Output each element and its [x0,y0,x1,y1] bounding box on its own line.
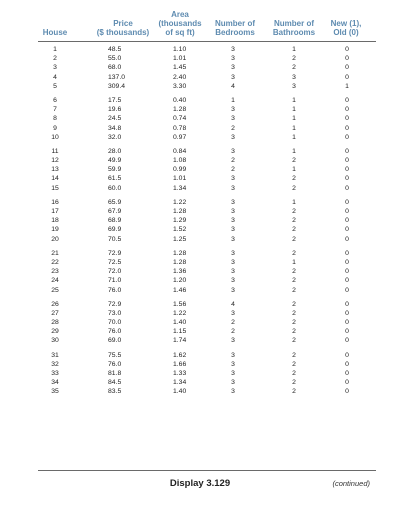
area-cell: 1.34 [173,379,187,387]
price-cell: 68.9 [108,217,122,225]
house-number-cell: 32 [51,360,59,368]
bathrooms-cell: 3 [292,82,296,90]
table-row [0,360,400,369]
house-number-cell: 24 [51,277,59,285]
house-number-cell: 27 [51,309,59,317]
bedrooms-cell: 3 [231,208,235,215]
area-cell: 1.10 [173,46,187,53]
new-old-cell: 0 [345,175,349,183]
bathrooms-cell: 2 [292,337,296,345]
header-bathrooms-line: Number of [274,19,314,28]
bedrooms-cell: 3 [231,286,235,294]
bedrooms-cell: 3 [231,64,235,72]
area-cell: 1.62 [173,351,187,359]
house-number-cell: 18 [51,217,59,225]
area-cell: 1.36 [173,268,187,276]
bedrooms-cell: 3 [231,337,235,345]
area-cell: 1.28 [173,106,187,114]
continued-note: (continued) [332,479,370,488]
table-row [0,45,400,54]
house-number-cell: 15 [51,184,59,192]
new-old-cell: 0 [345,226,349,234]
bathrooms-cell: 1 [292,133,296,141]
bathrooms-cell: 1 [292,258,296,266]
table-row [0,309,400,318]
price-cell: 28.0 [108,147,122,155]
area-cell: 1.22 [173,198,187,206]
house-number-cell: 19 [51,226,59,234]
bathrooms-cell: 3 [292,73,296,81]
bathrooms-cell: 2 [292,328,296,336]
price-cell: 67.9 [108,208,122,215]
bedrooms-cell: 3 [231,277,235,285]
table-row [0,82,400,91]
header-new-old [322,19,370,37]
bathrooms-cell: 2 [292,370,296,377]
bedrooms-cell: 3 [231,370,235,377]
new-old-cell: 0 [345,370,349,377]
bathrooms-cell: 2 [292,217,296,225]
area-cell: 1.40 [173,388,187,396]
header-area-line: of sq ft) [165,28,195,37]
table-row [0,267,400,276]
bedrooms-cell: 2 [231,157,235,165]
bathrooms-cell: 1 [292,147,296,155]
bedrooms-cell: 2 [231,328,235,336]
header-area-line: (thousands [158,19,202,28]
price-cell: 24.5 [108,115,122,123]
header-area [146,10,214,37]
area-cell: 1.34 [173,184,187,192]
bedrooms-cell: 3 [231,106,235,114]
price-cell: 83.5 [108,388,122,396]
house-number-cell: 23 [51,268,59,276]
house-number-cell: 28 [51,319,59,327]
table-row [0,156,400,165]
area-cell: 1.15 [173,328,187,336]
header-new-old-line: Old (0) [333,28,359,37]
table-row [0,63,400,72]
bathrooms-cell: 2 [292,249,296,257]
price-cell: 69.9 [108,226,122,234]
price-cell: 76.0 [108,360,122,368]
area-cell: 1.56 [173,300,187,308]
new-old-cell: 0 [345,166,349,174]
bedrooms-cell: 3 [231,258,235,266]
row-group [0,249,400,295]
house-number-cell: 14 [51,175,59,183]
new-old-cell: 0 [345,115,349,123]
area-cell: 1.25 [173,235,187,243]
house-number-cell: 30 [51,337,59,345]
new-old-cell: 0 [345,286,349,294]
table-row [0,387,400,396]
house-number-cell: 25 [51,286,59,294]
price-cell: 34.8 [108,124,122,132]
price-cell: 59.9 [108,166,122,174]
area-cell: 1.46 [173,286,187,294]
bathrooms-cell: 1 [292,115,296,123]
area-cell: 0.84 [173,147,187,155]
new-old-cell: 0 [345,64,349,72]
bathrooms-cell: 1 [292,166,296,174]
price-cell: 76.0 [108,286,122,294]
table-row [0,105,400,114]
bathrooms-cell: 2 [292,379,296,387]
new-old-cell: 0 [345,46,349,53]
price-cell: 73.0 [108,309,122,317]
bedrooms-cell: 3 [231,235,235,243]
bathrooms-cell: 2 [292,277,296,285]
bathrooms-cell: 1 [292,46,296,53]
house-number-cell: 4 [53,73,57,81]
area-cell: 1.66 [173,360,187,368]
bedrooms-cell: 3 [231,175,235,183]
area-cell: 2.40 [173,73,187,81]
price-cell: 49.9 [108,157,122,165]
new-old-cell: 0 [345,351,349,359]
table-row [0,174,400,183]
table-row [0,327,400,336]
bedrooms-cell: 3 [231,55,235,63]
house-number-cell: 13 [51,166,59,174]
table-row [0,276,400,285]
house-number-cell: 2 [53,55,57,63]
house-number-cell: 5 [53,82,57,90]
area-cell: 1.20 [173,277,187,285]
house-number-cell: 17 [51,208,59,215]
house-number-cell: 1 [53,46,57,53]
bedrooms-cell: 3 [231,46,235,53]
house-number-cell: 26 [51,300,59,308]
bathrooms-cell: 2 [292,175,296,183]
bathrooms-cell: 2 [292,360,296,368]
new-old-cell: 0 [345,73,349,81]
header-bathrooms-line: Bathrooms [272,28,316,37]
bedrooms-cell: 3 [231,184,235,192]
table-row [0,198,400,207]
price-cell: 70.0 [108,319,122,327]
new-old-cell: 0 [345,360,349,368]
table-row [0,184,400,193]
new-old-cell: 0 [345,319,349,327]
header-price [92,19,154,37]
bathrooms-cell: 2 [292,184,296,192]
bedrooms-cell: 1 [231,96,235,104]
row-group [0,45,400,91]
house-number-cell: 8 [53,115,57,123]
price-cell: 76.0 [108,328,122,336]
bedrooms-cell: 3 [231,226,235,234]
area-cell: 0.99 [173,166,187,174]
table-row [0,96,400,105]
price-cell: 72.0 [108,268,122,276]
new-old-cell: 0 [345,157,349,165]
house-number-cell: 22 [51,258,59,266]
row-group [0,198,400,244]
house-number-cell: 33 [51,370,59,377]
table-row [0,351,400,360]
table-header [0,3,400,41]
bedrooms-cell: 3 [231,309,235,317]
bathrooms-cell: 2 [292,300,296,308]
bathrooms-cell: 2 [292,319,296,327]
header-rule [38,41,376,42]
area-cell: 1.22 [173,309,187,317]
bedrooms-cell: 3 [231,351,235,359]
new-old-cell: 0 [345,96,349,104]
new-old-cell: 0 [345,258,349,266]
table-body [0,45,400,402]
house-number-cell: 20 [51,235,59,243]
table-row [0,258,400,267]
table-row [0,286,400,295]
bedrooms-cell: 2 [231,319,235,327]
area-cell: 1.28 [173,249,187,257]
table-row [0,165,400,174]
bedrooms-cell: 3 [231,198,235,206]
header-price-line: ($ thousands) [96,28,150,37]
area-cell: 1.33 [173,370,187,377]
bathrooms-cell: 2 [292,351,296,359]
new-old-cell: 0 [345,133,349,141]
house-number-cell: 9 [53,124,57,132]
area-cell: 0.78 [173,124,187,132]
bottom-rule [38,470,376,471]
new-old-cell: 0 [345,337,349,345]
house-number-cell: 16 [51,198,59,206]
area-cell: 0.74 [173,115,187,123]
bedrooms-cell: 3 [231,147,235,155]
house-number-cell: 35 [51,388,59,396]
bathrooms-cell: 1 [292,96,296,104]
house-number-cell: 10 [51,133,59,141]
header-area-line: Area [171,10,189,19]
new-old-cell: 0 [345,328,349,336]
bathrooms-cell: 2 [292,286,296,294]
header-price-line: Price [113,19,133,28]
bedrooms-cell: 4 [231,82,235,90]
new-old-cell: 0 [345,55,349,63]
house-number-cell: 12 [51,157,59,165]
new-old-cell: 0 [345,106,349,114]
price-cell: 19.6 [108,106,122,114]
new-old-cell: 0 [345,249,349,257]
bedrooms-cell: 3 [231,249,235,257]
new-old-cell: 0 [345,268,349,276]
area-cell: 1.01 [173,175,187,183]
header-house [40,28,70,37]
table-row [0,54,400,63]
house-number-cell: 31 [51,351,59,359]
area-cell: 1.45 [173,64,187,72]
price-cell: 61.5 [108,175,122,183]
new-old-cell: 1 [345,82,349,90]
area-cell: 1.08 [173,157,187,165]
price-cell: 71.0 [108,277,122,285]
area-cell: 3.30 [173,82,187,90]
new-old-cell: 0 [345,124,349,132]
price-cell: 55.0 [108,55,122,63]
header-new-old-line: New (1), [330,19,362,28]
price-cell: 84.5 [108,379,122,387]
display-caption: Display 3.129 [169,478,231,489]
house-number-cell: 34 [51,379,59,387]
new-old-cell: 0 [345,235,349,243]
bedrooms-cell: 2 [231,166,235,174]
new-old-cell: 0 [345,300,349,308]
table-row [0,336,400,345]
new-old-cell: 0 [345,198,349,206]
bedrooms-cell: 2 [231,124,235,132]
price-cell: 32.0 [108,133,122,141]
bedrooms-cell: 3 [231,115,235,123]
area-cell: 1.28 [173,258,187,266]
header-bathrooms [266,19,322,37]
header-bedrooms-line: Number of [215,19,255,28]
bathrooms-cell: 2 [292,64,296,72]
new-old-cell: 0 [345,208,349,215]
row-group [0,147,400,193]
table-row [0,114,400,123]
house-number-cell: 3 [53,64,57,72]
new-old-cell: 0 [345,379,349,387]
new-old-cell: 0 [345,277,349,285]
bathrooms-cell: 2 [292,55,296,63]
new-old-cell: 0 [345,147,349,155]
table-row [0,124,400,133]
bedrooms-cell: 3 [231,73,235,81]
new-old-cell: 0 [345,184,349,192]
price-cell: 60.0 [108,184,122,192]
row-group [0,300,400,346]
bathrooms-cell: 2 [292,208,296,215]
house-number-cell: 7 [53,106,57,114]
bedrooms-cell: 4 [231,300,235,308]
price-cell: 70.5 [108,235,122,243]
bathrooms-cell: 2 [292,235,296,243]
house-number-cell: 6 [53,96,57,104]
bedrooms-cell: 3 [231,217,235,225]
bathrooms-cell: 1 [292,124,296,132]
price-cell: 72.5 [108,258,122,266]
house-number-cell: 29 [51,328,59,336]
header-house-line: House [42,28,68,37]
table-row [0,300,400,309]
price-cell: 68.0 [108,64,122,72]
table-row [0,147,400,156]
table-row [0,133,400,142]
table-row [0,369,400,378]
area-cell: 1.74 [173,337,187,345]
house-number-cell: 21 [51,249,59,257]
price-cell: 48.5 [108,46,122,53]
bedrooms-cell: 3 [231,388,235,396]
bedrooms-cell: 3 [231,133,235,141]
new-old-cell: 0 [345,388,349,396]
area-cell: 1.01 [173,55,187,63]
table-row [0,249,400,258]
bathrooms-cell: 2 [292,157,296,165]
bathrooms-cell: 2 [292,388,296,396]
price-cell: 65.9 [108,198,122,206]
price-cell: 137.0 [108,73,126,81]
table-row [0,225,400,234]
table-row [0,216,400,225]
header-bedrooms [210,19,260,37]
table-row [0,73,400,82]
table-row [0,235,400,244]
price-cell: 72.9 [108,249,122,257]
price-cell: 69.0 [108,337,122,345]
area-cell: 1.52 [173,226,187,234]
area-cell: 0.97 [173,133,187,141]
bathrooms-cell: 2 [292,226,296,234]
price-cell: 309.4 [108,82,126,90]
table-row [0,378,400,387]
bathrooms-cell: 2 [292,268,296,276]
price-cell: 72.9 [108,300,122,308]
price-cell: 75.5 [108,351,122,359]
bathrooms-cell: 2 [292,309,296,317]
bedrooms-cell: 3 [231,379,235,387]
row-group [0,96,400,142]
house-number-cell: 11 [51,147,59,155]
price-cell: 17.5 [108,96,122,104]
table-row [0,207,400,216]
header-bedrooms-line: Bedrooms [215,28,255,37]
price-cell: 81.8 [108,370,122,377]
row-group [0,351,400,397]
bathrooms-cell: 1 [292,198,296,206]
bedrooms-cell: 3 [231,360,235,368]
bathrooms-cell: 1 [292,106,296,114]
area-cell: 1.40 [173,319,187,327]
table-row [0,318,400,327]
new-old-cell: 0 [345,217,349,225]
new-old-cell: 0 [345,309,349,317]
area-cell: 0.40 [173,96,187,104]
area-cell: 1.29 [173,217,187,225]
bedrooms-cell: 3 [231,268,235,276]
area-cell: 1.28 [173,208,187,215]
